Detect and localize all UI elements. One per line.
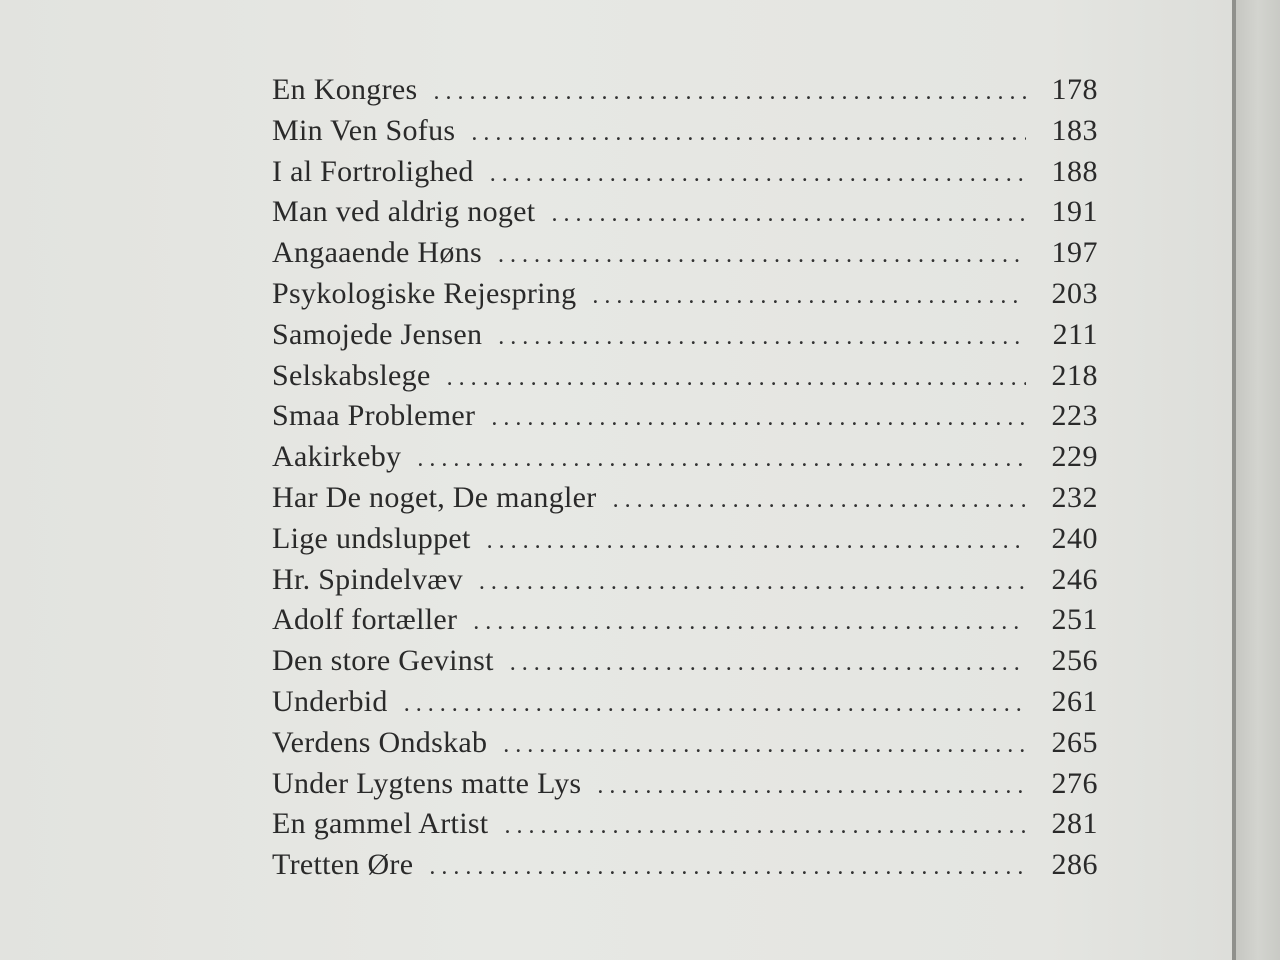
- dot-leader: [473, 602, 1026, 643]
- toc-entry-title: Angaaende Høns: [272, 236, 482, 270]
- toc-entry-title: Min Ven Sofus: [272, 113, 456, 147]
- toc-entry-title: Har De noget, De mangler: [272, 480, 597, 514]
- toc-entry-page: 240: [1051, 521, 1098, 555]
- dot-leader: [597, 766, 1026, 807]
- dot-leader: [498, 317, 1026, 358]
- toc-entry-title: Lige undsluppet: [272, 521, 471, 555]
- toc-entry-page: 256: [1051, 644, 1098, 678]
- toc-entry-title: Selskabslege: [272, 358, 431, 392]
- dot-leader: [504, 806, 1026, 847]
- toc-entry: [272, 560, 1098, 601]
- dot-leader: [592, 276, 1026, 317]
- toc-entry-page: 183: [1051, 113, 1098, 147]
- toc-entry-page: 218: [1051, 358, 1098, 392]
- toc-entry: [272, 152, 1098, 193]
- toc-entry-title: Psykologiske Rejespring: [272, 276, 577, 310]
- table-of-contents: [272, 70, 1098, 886]
- toc-entry-page: 281: [1051, 807, 1098, 841]
- toc-entry: [272, 315, 1098, 356]
- toc-entry-title: Tretten Øre: [272, 848, 414, 882]
- toc-entry: [272, 845, 1098, 886]
- toc-entry-page: 232: [1051, 480, 1098, 514]
- dot-leader: [404, 684, 1026, 725]
- toc-entry-title: Adolf fortæller: [272, 603, 458, 637]
- toc-entry-page: 251: [1051, 603, 1098, 637]
- toc-entry-page: 223: [1051, 399, 1098, 433]
- toc-entry-page: 276: [1051, 766, 1098, 800]
- toc-entry-page: 191: [1051, 195, 1098, 229]
- dot-leader: [417, 439, 1026, 480]
- dot-leader: [471, 113, 1026, 154]
- dot-leader: [498, 235, 1026, 276]
- toc-entry-title: I al Fortrolighed: [272, 154, 474, 188]
- toc-entry: [272, 233, 1098, 274]
- dot-leader: [433, 72, 1026, 113]
- toc-entry-page: 203: [1051, 276, 1098, 310]
- toc-entry: [272, 600, 1098, 641]
- toc-entry-title: Aakirkeby: [272, 440, 402, 474]
- dot-leader: [429, 847, 1026, 888]
- toc-entry-page: 246: [1051, 562, 1098, 596]
- toc-entry: [272, 764, 1098, 805]
- dot-leader: [613, 480, 1026, 521]
- toc-entry: [272, 641, 1098, 682]
- toc-entry-page: 229: [1051, 440, 1098, 474]
- book-spine: [1236, 0, 1280, 960]
- dot-leader: [551, 194, 1026, 235]
- toc-entry: [272, 682, 1098, 723]
- toc-entry-page: 188: [1051, 154, 1098, 188]
- toc-entry: [272, 478, 1098, 519]
- toc-entry-title: En Kongres: [272, 73, 418, 106]
- toc-entry: [272, 192, 1098, 233]
- toc-entry-title: Den store Gevinst: [272, 644, 494, 678]
- dot-leader: [487, 521, 1026, 562]
- toc-entry-page: 178: [1051, 73, 1098, 106]
- toc-entry-title: Underbid: [272, 684, 388, 718]
- toc-entry: [272, 723, 1098, 764]
- toc-entry: [272, 519, 1098, 560]
- toc-entry-title: Man ved aldrig noget: [272, 195, 536, 229]
- toc-entry: [272, 274, 1098, 315]
- toc-entry-page: 211: [1052, 317, 1098, 351]
- toc-entry-title: En gammel Artist: [272, 807, 489, 841]
- toc-entry-page: 197: [1051, 236, 1098, 270]
- toc-entry-title: Smaa Problemer: [272, 399, 476, 433]
- dot-leader: [490, 154, 1026, 195]
- toc-entry: [272, 70, 1098, 111]
- dot-leader: [503, 725, 1026, 766]
- toc-entry-title: Verdens Ondskab: [272, 725, 488, 759]
- toc-entry-title: Hr. Spindelvæv: [272, 562, 463, 596]
- toc-entry: [272, 437, 1098, 478]
- dot-leader: [491, 398, 1026, 439]
- toc-entry: [272, 356, 1098, 397]
- toc-entry: [272, 396, 1098, 437]
- dot-leader: [479, 562, 1026, 603]
- toc-entry-page: 265: [1051, 725, 1098, 759]
- dot-leader: [447, 358, 1026, 399]
- toc-entry-title: Samojede Jensen: [272, 317, 483, 351]
- toc-entry: [272, 804, 1098, 845]
- toc-entry-page: 286: [1051, 848, 1098, 882]
- toc-entry-title: Under Lygtens matte Lys: [272, 766, 582, 800]
- toc-entry-page: 261: [1051, 684, 1098, 718]
- toc-entry: [272, 111, 1098, 152]
- dot-leader: [510, 643, 1026, 684]
